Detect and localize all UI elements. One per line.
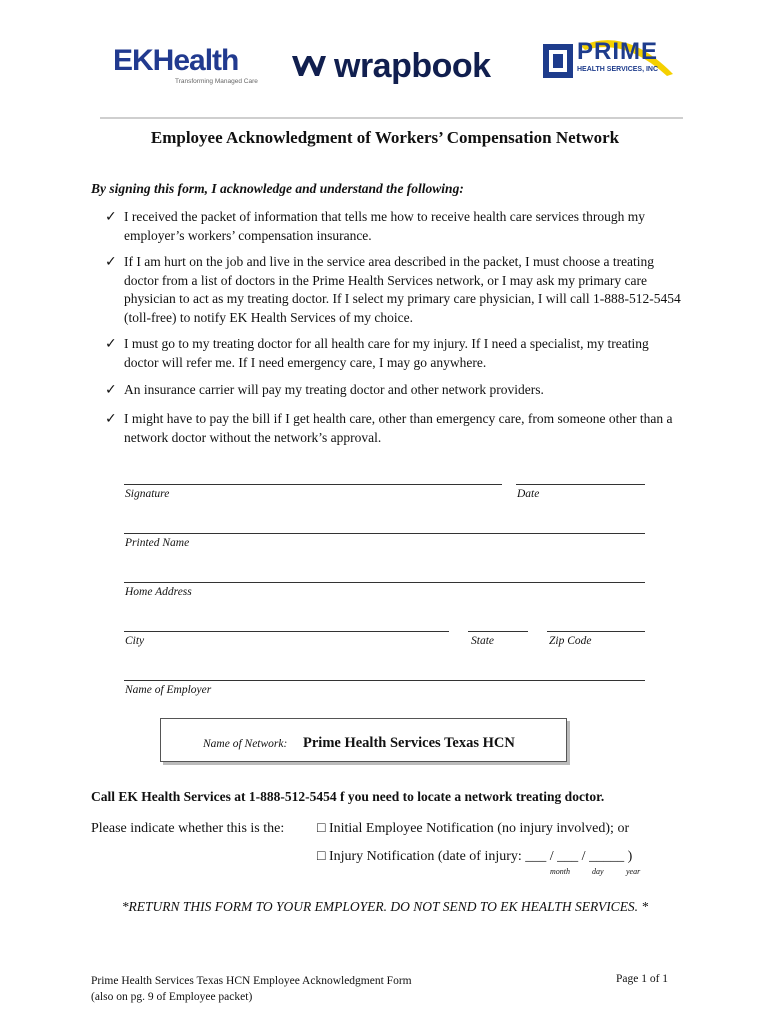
year-label: year bbox=[626, 867, 641, 876]
home-address-line[interactable] bbox=[124, 582, 645, 583]
acknowledgment-text: I might have to pay the bill if I get health care, other than emergency care, from someone other than a network doctor without the network’s approval. bbox=[124, 411, 673, 445]
acknowledgment-item bbox=[91, 410, 691, 447]
ek-health-logo-text: EKHealth bbox=[113, 44, 239, 77]
footer-form-info bbox=[91, 973, 412, 1005]
footer-packet-note: (also on pg. 9 of Employee packet) bbox=[91, 991, 253, 1003]
checkmark-icon: ✓ bbox=[105, 336, 117, 352]
date-line[interactable] bbox=[516, 484, 645, 485]
network-box bbox=[160, 718, 567, 762]
ek-health-logo bbox=[113, 46, 273, 96]
wrapbook-w-icon bbox=[290, 53, 328, 79]
employer-line[interactable] bbox=[124, 680, 645, 681]
state-line[interactable] bbox=[468, 631, 528, 632]
state-label: State bbox=[471, 635, 494, 647]
zip-code-line[interactable] bbox=[547, 631, 645, 632]
call-instruction: Call EK Health Services at 1-888-512-5454 f you need to locate a network treating doctor. bbox=[91, 789, 605, 804]
employer-label: Name of Employer bbox=[125, 684, 212, 696]
signature-label: Signature bbox=[125, 488, 170, 500]
city-label: City bbox=[125, 635, 145, 647]
form-title: Employee Acknowledgment of Workers’ Compensation Network bbox=[150, 128, 620, 147]
prime-logo-subtitle: HEALTH SERVICES, INC bbox=[577, 66, 659, 73]
footer-form-name: Prime Health Services Texas HCN Employee Acknowledgment Form bbox=[91, 975, 412, 987]
acknowledgment-item bbox=[91, 208, 691, 245]
acknowledgment-item bbox=[91, 253, 691, 327]
header-divider bbox=[100, 117, 683, 119]
wrapbook-logo-text: wrapbook bbox=[334, 47, 491, 85]
acknowledgment-item bbox=[91, 335, 691, 372]
network-name: Prime Health Services Texas HCN bbox=[303, 735, 515, 751]
acknowledgment-text: If I am hurt on the job and live in the service area described in the packet, I must choose a treating doctor from a list of doctors in the Prime Health Services network, or I may ask my primary care physician to act as my treating doctor. If I select my primary care physician, I will call 1-888-512-5454 (toll-free) to notify EK Health Services of my choice. bbox=[124, 254, 681, 325]
network-label: Name of Network: bbox=[203, 738, 288, 750]
initial-notification-option[interactable]: □ Initial Employee Notification (no injury involved); or bbox=[317, 821, 630, 836]
month-label: month bbox=[550, 867, 570, 876]
checkmark-icon: ✓ bbox=[105, 254, 117, 270]
signature-line[interactable] bbox=[124, 484, 502, 485]
intro-statement: By signing this form, I acknowledge and understand the following: bbox=[91, 181, 464, 196]
acknowledgment-text: I must go to my treating doctor for all health care for my injury. If I need a specialist, my treating doctor will refer me. If I need emergency care, I may go anywhere. bbox=[124, 336, 649, 370]
prime-logo-text: PRIME bbox=[577, 38, 659, 65]
wrapbook-logo bbox=[290, 46, 491, 86]
home-address-label: Home Address bbox=[125, 586, 192, 598]
printed-name-label: Printed Name bbox=[125, 537, 190, 549]
checkmark-icon: ✓ bbox=[105, 382, 117, 398]
ek-health-tagline: Transforming Managed Care bbox=[175, 78, 258, 85]
indicate-label: Please indicate whether this is the: bbox=[91, 821, 285, 836]
checkmark-icon: ✓ bbox=[105, 209, 117, 225]
zip-code-label: Zip Code bbox=[549, 635, 592, 647]
date-label: Date bbox=[517, 488, 540, 500]
return-instruction: *RETURN THIS FORM TO YOUR EMPLOYER. DO NOT SEND TO EK HEALTH SERVICES. * bbox=[121, 899, 649, 914]
day-label: day bbox=[592, 867, 604, 876]
city-line[interactable] bbox=[124, 631, 449, 632]
injury-notification-option[interactable]: □ Injury Notification (date of injury: ___ / ___ / _____ ) bbox=[317, 849, 633, 864]
acknowledgment-item bbox=[91, 381, 691, 400]
page-number: Page 1 of 1 bbox=[616, 973, 669, 985]
acknowledgment-text: An insurance carrier will pay my treating doctor and other network providers. bbox=[124, 382, 544, 397]
checkmark-icon: ✓ bbox=[105, 411, 117, 427]
prime-health-logo bbox=[541, 34, 676, 84]
printed-name-line[interactable] bbox=[124, 533, 645, 534]
acknowledgment-text: I received the packet of information that tells me how to receive health care services through my employer’s workers’ compensation insurance. bbox=[124, 209, 646, 243]
